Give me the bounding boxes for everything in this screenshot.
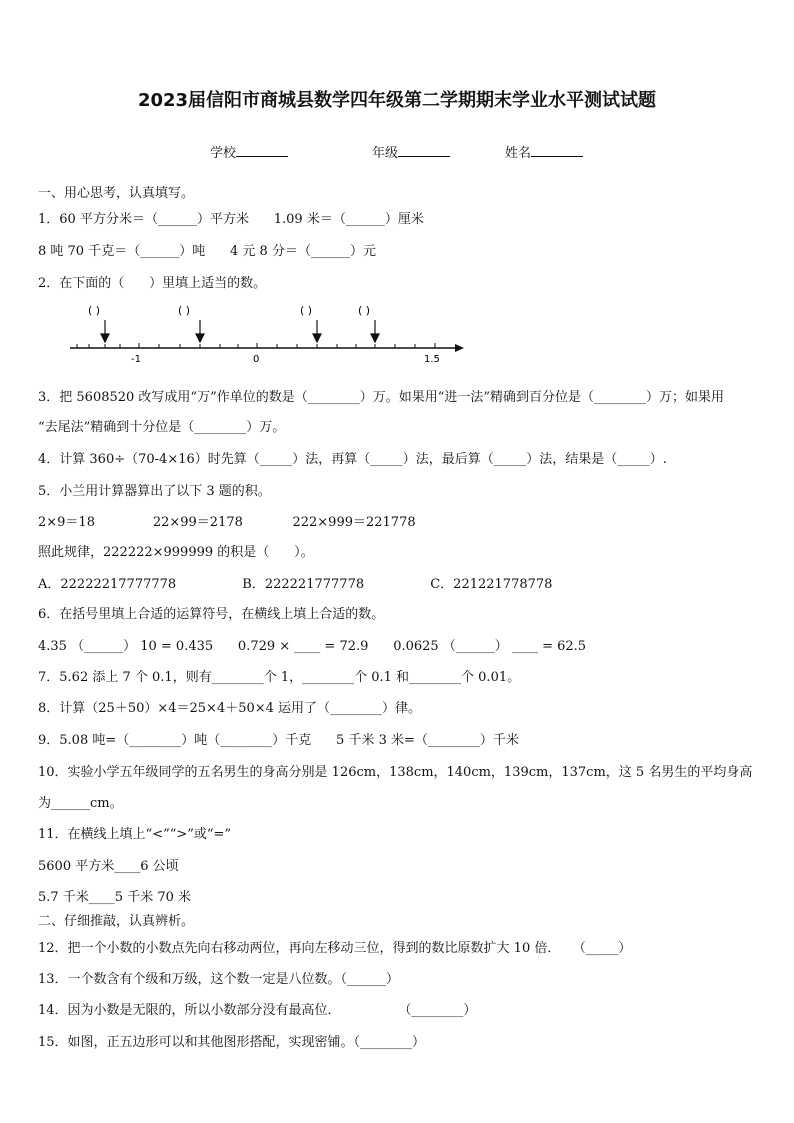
axis-arrow-icon — [455, 344, 464, 352]
numberline-paren-3: ( ) — [300, 304, 313, 317]
name-blank[interactable] — [531, 144, 583, 157]
question-3a: 3．把 5608520 改写成用“万”作单位的数是（________）万。如果用“进一法”精确到百分位是（________）万；如果用 — [38, 390, 725, 405]
numberline-paren-4: ( ) — [358, 304, 371, 317]
question-12: 12．把一个小数的小数点先向右移动两位，再向左移动三位，得到的数比原数扩大 10 倍． （_____） — [38, 941, 632, 956]
question-4: 4．计算 360÷（70-4×16）时先算（_____）法，再算（_____）法，最后算（_____）法，结果是（_____）. — [38, 452, 667, 467]
question-2: 2．在下面的（ ）里填上适当的数。 — [38, 276, 267, 291]
question-14: 14．因为小数是无限的，所以小数部分没有最高位． （________） — [38, 1003, 477, 1018]
question-11a: 5600 平方米____6 公顷 — [38, 859, 179, 874]
question-9: 9．5.08 吨=（________）吨（________）千克 5 千米 3 米=（________）千米 — [38, 733, 519, 748]
question-1b: 8 吨 70 千克＝（______）吨 4 元 8 分＝（______）元 — [38, 244, 376, 259]
numberline-paren-1: ( ) — [88, 304, 101, 317]
number-line-figure — [60, 298, 480, 368]
question-5-options: A．22222217777778 B．222221777778 C．221221778778 — [38, 577, 553, 592]
question-5-equations: 2×9＝18 22×99＝2178 222×999＝221778 — [38, 515, 416, 530]
question-10b: 为______cm。 — [38, 796, 123, 811]
question-7: 7．5.62 添上 7 个 0.1，则有________个 1，________个 0.1 和________个 0.01。 — [38, 670, 521, 685]
numberline-paren-2: ( ) — [178, 304, 191, 317]
page-title: 2023届信阳市商城县数学四年级第二学期期末学业水平测试试题 — [137, 90, 657, 111]
axis-label-0: 0 — [253, 354, 260, 365]
axis-label-1-5: 1.5 — [424, 354, 440, 365]
question-15: 15．如图，正五边形可以和其他图形搭配，实现密铺。（________） — [38, 1035, 426, 1050]
question-3b: “去尾法”精确到十分位是（________）万。 — [38, 420, 286, 435]
axis-label-neg1: -1 — [131, 354, 141, 365]
question-11b: 5.7 千米____5 千米 70 米 — [38, 890, 192, 905]
question-13: 13．一个数含有个级和万级，这个数一定是八位数。（______） — [38, 972, 400, 987]
grade-blank[interactable] — [398, 144, 450, 157]
grade-field: 年级 — [372, 142, 450, 161]
question-5: 5．小兰用计算器算出了以下 3 题的积。 — [38, 484, 271, 499]
down-arrows — [101, 320, 379, 342]
question-5-prompt: 照此规律，222222×999999 的积是（ ）。 — [38, 545, 314, 560]
number-line-svg — [60, 298, 480, 368]
school-field: 学校 — [210, 142, 288, 161]
question-8: 8．计算（25＋50）×4＝25×4＋50×4 运用了（________）律。 — [38, 701, 422, 716]
question-6-equations: 4.35 （______） 10 = 0.435 0.729 × ____ = 72.9 0.0625 （______） ____ = 62.5 — [38, 639, 587, 654]
question-11: 11．在横线上填上“<”“>”或“=” — [38, 827, 232, 842]
school-blank[interactable] — [236, 144, 288, 157]
question-10a: 10．实验小学五年级同学的五名男生的身高分别是 126cm，138cm，140cm，139cm，137cm，这 5 名男生的平均身高 — [38, 765, 753, 780]
name-field: 姓名 — [505, 142, 583, 161]
question-1a: 1．60 平方分米＝（______）平方米 1.09 米＝（______）厘米 — [38, 212, 424, 227]
question-6: 6．在括号里填上合适的运算符号，在横线上填上合适的数。 — [38, 607, 385, 622]
section-heading-1: 一、用心思考，认真填写。 — [38, 186, 195, 201]
section-heading-2: 二、仔细推敲，认真辨析。 — [38, 914, 195, 929]
